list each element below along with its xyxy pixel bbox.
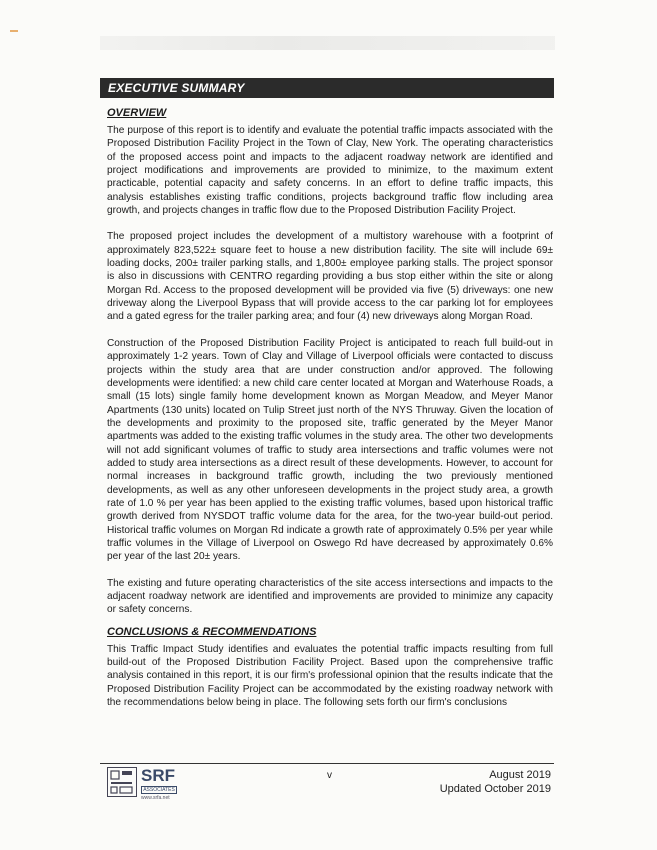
conclusions-paragraph-1: This Traffic Impact Study identifies and evaluates the potential traffic impacts resulting from full build-out of the Proposed Distribution Facility Project. Based upon the comprehensive traffic analysis contained in this report, it is our firm's professional opinion that the results indicate that the Proposed Distribution Facility Project can be accommodated by the existing roadway network with the recommendations below being in place. The following sets forth our firm's conclusions bbox=[107, 643, 553, 709]
report-date bbox=[440, 768, 551, 796]
srf-logo bbox=[107, 767, 202, 803]
scan-shade bbox=[100, 36, 555, 50]
footer-divider bbox=[100, 763, 554, 764]
logo-website: www.srfa.net bbox=[141, 795, 170, 801]
date-line-2: Updated October 2019 bbox=[439, 783, 551, 795]
overview-paragraph-3: Construction of the Proposed Distribution Facility Project is anticipated to reach full build-out in approximately 1-2 years. Town of Clay and Village of Liverpool officials were contacted to discuss projects within the study area that are under construction and/or approved. The following developments were identified: a new child care center located at Morgan and Waterhouse Roads, a small (15 lots) single family home development known as Morgan Meadow, and Meyer Manor Apartments (130 units) located on Tulip Street just north of the NYS Thruway. Given the location of the developments and proximity to the proposed site, traffic generated by the Meyer Manor apartments was added to the existing traffic volumes in the study area. The other two developments will not add significant volumes of traffic to study area intersections and traffic volumes were not added to study area intersections as a direct result of these developments. However, to account for normal increases in background traffic growth, including the two previously mentioned developments, as well as any other unforeseen developments in the project study area, a growth rate of 1.0 % per year has been applied to the existing traffic volumes, based upon historical traffic growth derived from NYSDOT traffic volume data for the area, for the two-year build-out period. Historical traffic volumes on Morgan Rd indicate a growth rate of approximately 0.5% per year while traffic volumes in the Village of Liverpool on Oswego Rd have decreased by approximately 0.6% per year of the last 20± years. bbox=[107, 337, 553, 563]
date-line-1: August 2019 bbox=[489, 769, 551, 781]
overview-paragraph-4: The existing and future operating characteristics of the site access intersections and impacts to the adjacent roadway network are identified and improvements are provided to minimize any capacity or safety concerns. bbox=[107, 577, 553, 616]
overview-paragraph-1: The purpose of this report is to identify and evaluate the potential traffic impacts associated with the Proposed Distribution Facility Project in the Town of Clay, New York. The operating characteristics of the proposed access point and impacts to the adjacent roadway network are identified and project modifications and improvements are provided to minimize, to the maximum extent practicable, potential capacity and safety concerns. In an effort to define traffic impacts, this analysis establishes existing traffic conditions, projects background traffic flow including area growth, and projects changes in traffic flow due to the Proposed Distribution Facility Project. bbox=[107, 125, 553, 217]
page-number: v bbox=[327, 770, 332, 781]
banner-title: EXECUTIVE SUMMARY bbox=[108, 81, 245, 95]
overview-heading: OVERVIEW bbox=[107, 107, 167, 119]
corner-mark bbox=[10, 30, 18, 32]
overview-paragraph-2: The proposed project includes the development of a multistory warehouse with a footprint of approximately 823,522± square feet to house a new distribution facility. The site will include 69± loading docks, 200± trailer parking stalls, and 1,800± employee parking stalls. The project sponsor is also in discussions with CENTRO regarding providing a bus stop either within the site or along Morgan Rd. Access to the proposed development will be provided via five (5) driveways: one new driveway along the Liverpool Bypass that will provide access to the car parking lot for employees and a gated egress for the trailer parking area; and four (4) new driveways along Morgan Road. bbox=[107, 231, 553, 323]
executive-summary-banner bbox=[100, 78, 554, 98]
logo-emblem-icon bbox=[107, 767, 137, 797]
document-body bbox=[107, 106, 553, 722]
logo-subtitle: ASSOCIATES bbox=[141, 786, 177, 794]
conclusions-heading: CONCLUSIONS & RECOMMENDATIONS bbox=[107, 625, 317, 638]
logo-wordmark: SRF bbox=[141, 766, 175, 785]
